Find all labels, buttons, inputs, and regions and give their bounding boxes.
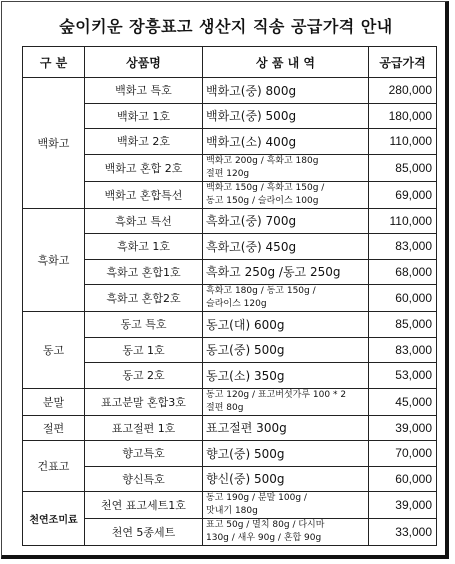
supply-price-cell: 39,000 — [369, 415, 437, 441]
product-contents-cell — [203, 337, 369, 363]
table-row — [23, 337, 437, 363]
contents-line: 백화고(소) 400g — [206, 134, 297, 149]
contents-line: 슬라이스 120g — [206, 299, 267, 309]
table-row — [23, 103, 437, 129]
contents-line: 흑화고(중) 450g — [206, 239, 297, 254]
contents-line: 향고(중) 500g — [206, 446, 285, 461]
table-body — [23, 78, 437, 546]
header-product-contents: 상 품 내 역 — [203, 47, 369, 78]
category-cell: 동고 — [23, 312, 85, 389]
contents-line: 표고 50g / 멸치 80g / 다시마 — [206, 520, 325, 530]
header-supply-price: 공급가격 — [369, 47, 437, 78]
category-cell: 절편 — [23, 415, 85, 441]
product-name-cell: 흑화고 1호 — [85, 234, 203, 260]
contents-line: 흑화고 250g /동고 250g — [206, 265, 341, 280]
product-contents-cell — [203, 154, 369, 181]
contents-line: 절편 80g — [206, 402, 244, 413]
product-name-cell: 천연 표고세트1호 — [85, 492, 203, 519]
contents-line: 동고(중) 500g — [206, 343, 285, 358]
product-contents-cell — [203, 492, 369, 519]
table-row — [23, 519, 437, 546]
supply-price-cell: 280,000 — [369, 78, 437, 104]
contents-line: 백화고(중) 500g — [206, 109, 297, 124]
table-row — [23, 363, 437, 389]
table-row — [23, 285, 437, 312]
product-contents-cell — [203, 285, 369, 312]
product-contents-cell — [203, 312, 369, 338]
price-table — [22, 46, 437, 546]
supply-price-cell: 85,000 — [369, 312, 437, 338]
supply-price-cell: 39,000 — [369, 492, 437, 519]
supply-price-cell: 33,000 — [369, 519, 437, 546]
table-row — [23, 441, 437, 467]
product-name-cell: 표고절편 1호 — [85, 415, 203, 441]
supply-price-cell: 45,000 — [369, 388, 437, 415]
product-contents-cell — [203, 208, 369, 234]
table-row — [23, 388, 437, 415]
product-name-cell: 동고 2호 — [85, 363, 203, 389]
product-name-cell: 백화고 1호 — [85, 103, 203, 129]
supply-price-cell: 110,000 — [369, 208, 437, 234]
product-contents-cell — [203, 363, 369, 389]
contents-line: 향신(중) 500g — [206, 472, 285, 487]
table-row — [23, 492, 437, 519]
supply-price-cell: 83,000 — [369, 234, 437, 260]
contents-line: 흑화고(중) 700g — [206, 214, 297, 229]
product-contents-cell — [203, 415, 369, 441]
category-cell: 건표고 — [23, 441, 85, 492]
table-row — [23, 208, 437, 234]
supply-price-cell: 60,000 — [369, 466, 437, 492]
table-row — [23, 466, 437, 492]
supply-price-cell: 60,000 — [369, 285, 437, 312]
header-product-name: 상품명 — [85, 47, 203, 78]
product-name-cell: 향신특호 — [85, 466, 203, 492]
table-row — [23, 78, 437, 104]
contents-line: 동고 190g / 분말 100g / — [206, 493, 307, 503]
supply-price-cell: 180,000 — [369, 103, 437, 129]
product-name-cell: 천연 5종세트 — [85, 519, 203, 546]
supply-price-cell: 70,000 — [369, 441, 437, 467]
supply-price-cell: 110,000 — [369, 129, 437, 155]
product-name-cell: 흑화고 혼합2호 — [85, 285, 203, 312]
product-name-cell: 동고 특호 — [85, 312, 203, 338]
product-name-cell: 백화고 혼합 2호 — [85, 154, 203, 181]
product-contents-cell — [203, 181, 369, 208]
contents-line: 130g / 새우 90g / 혼합 90g — [206, 533, 322, 543]
table-row — [23, 181, 437, 208]
supply-price-cell: 68,000 — [369, 259, 437, 285]
price-list-frame — [1, 1, 449, 559]
contents-line: 백화고(중) 800g — [206, 83, 297, 98]
product-contents-cell — [203, 259, 369, 285]
table-row — [23, 259, 437, 285]
page-title: 숲이키운 장흥표고 생산지 직송 공급가격 안내 — [59, 17, 393, 36]
category-cell: 분말 — [23, 388, 85, 415]
supply-price-cell: 69,000 — [369, 181, 437, 208]
product-name-cell: 백화고 2호 — [85, 129, 203, 155]
product-contents-cell — [203, 103, 369, 129]
supply-price-cell: 85,000 — [369, 154, 437, 181]
product-contents-cell — [203, 234, 369, 260]
product-name-cell: 흑화고 특선 — [85, 208, 203, 234]
table-header-row — [23, 47, 437, 78]
contents-line: 백화고 150g / 흑화고 150g / — [206, 182, 325, 193]
contents-line: 표고절편 300g — [206, 421, 287, 436]
table-row — [23, 312, 437, 338]
table-row — [23, 129, 437, 155]
product-name-cell: 백화고 특호 — [85, 78, 203, 104]
contents-line: 맛내기 180g — [206, 506, 258, 516]
supply-price-cell: 83,000 — [369, 337, 437, 363]
table-row — [23, 415, 437, 441]
contents-line: 동고 120g / 표고버섯가루 100 * 2 — [206, 389, 347, 400]
category-cell: 흑화고 — [23, 208, 85, 312]
contents-line: 동고(소) 350g — [206, 368, 285, 383]
product-contents-cell — [203, 466, 369, 492]
product-name-cell: 표고분말 혼합3호 — [85, 388, 203, 415]
table-row — [23, 154, 437, 181]
product-name-cell: 동고 1호 — [85, 337, 203, 363]
table-row — [23, 234, 437, 260]
product-contents-cell — [203, 78, 369, 104]
product-name-cell: 흑화고 혼합1호 — [85, 259, 203, 285]
contents-line: 동고 150g / 슬라이스 100g — [206, 195, 319, 206]
contents-line: 절편 120g — [206, 168, 250, 179]
supply-price-cell: 53,000 — [369, 363, 437, 389]
product-contents-cell — [203, 388, 369, 415]
product-name-cell: 백화고 혼합특선 — [85, 181, 203, 208]
contents-line: 흑화고 180g / 동고 150g / — [206, 286, 316, 296]
category-cell: 천연조미료 — [23, 492, 85, 546]
category-cell: 백화고 — [23, 78, 85, 209]
product-contents-cell — [203, 129, 369, 155]
header-category: 구 분 — [23, 47, 85, 78]
product-contents-cell — [203, 519, 369, 546]
contents-line: 백화고 200g / 흑화고 180g — [206, 155, 319, 166]
product-name-cell: 향고특호 — [85, 441, 203, 467]
contents-line: 동고(대) 600g — [206, 317, 285, 332]
product-contents-cell — [203, 441, 369, 467]
